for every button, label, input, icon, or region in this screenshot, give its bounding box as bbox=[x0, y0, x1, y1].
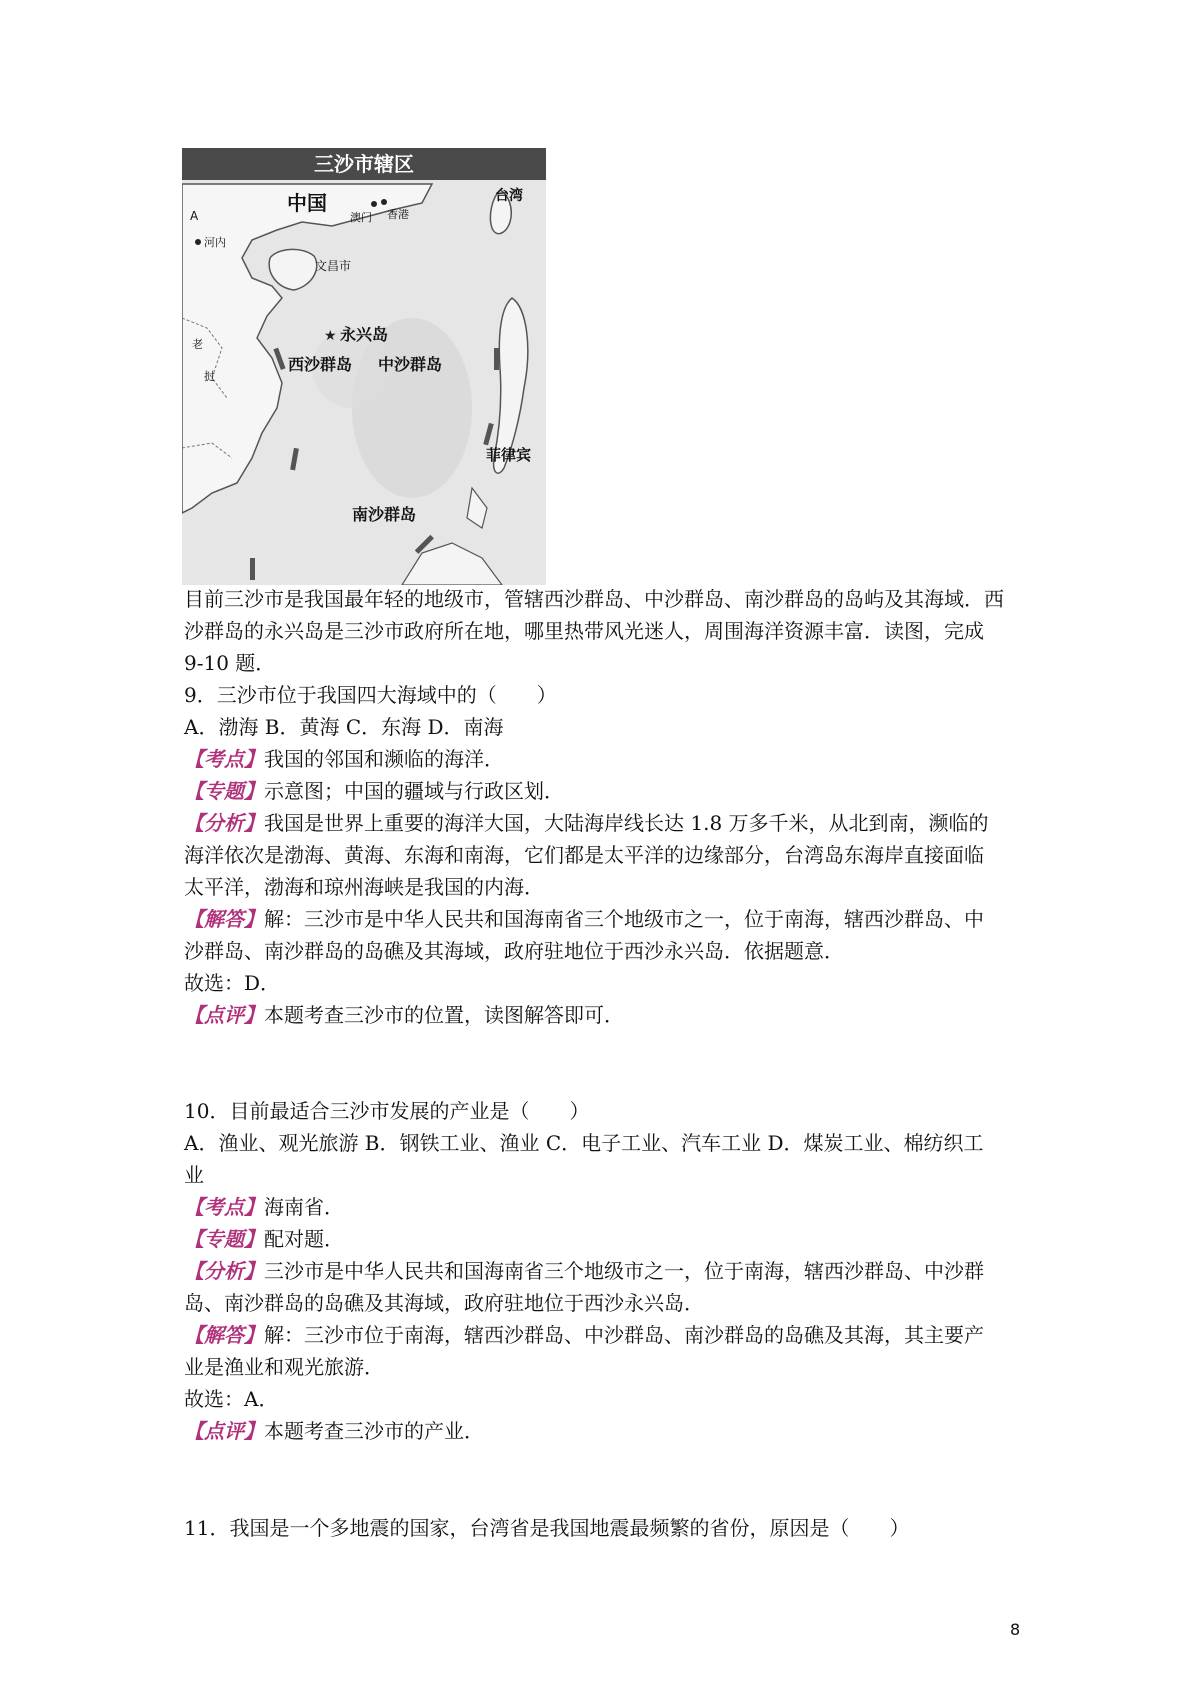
sansha-map bbox=[182, 148, 546, 585]
label-wenchang: 文昌市 bbox=[315, 259, 352, 273]
q10-kaodian: 海南省． bbox=[264, 1195, 344, 1219]
q9-fenxi-line: 我国是世界上重要的海洋大国，大陆海岸线长达 1.8 万多千米，从北到南，濒临的 bbox=[264, 811, 989, 835]
q9-jieda-line: 解：三沙市是中华人民共和国海南省三个地级市之一，位于南海，辖西沙群岛、中 bbox=[264, 907, 984, 931]
question-9 bbox=[184, 679, 1034, 1031]
label-laos-2: 挝 bbox=[204, 370, 215, 383]
sansha-map-figure bbox=[182, 148, 546, 585]
label-hanoi: 河内 bbox=[204, 236, 226, 249]
intro-line: 9-10 题． bbox=[184, 651, 276, 675]
q9-kaodian: 我国的邻国和濒临的海洋． bbox=[264, 747, 504, 771]
q9-dianping: 本题考查三沙市的位置，读图解答即可． bbox=[264, 1003, 624, 1027]
q10-jieda-tag: 【解答】 bbox=[184, 1323, 264, 1347]
q10-fenxi-line: 三沙市是中华人民共和国海南省三个地级市之一，位于南海，辖西沙群岛、中沙群 bbox=[264, 1259, 984, 1283]
q10-fenxi-line: 岛、南沙群岛的岛礁及其海域，政府驻地位于西沙永兴岛． bbox=[184, 1291, 704, 1315]
question-10 bbox=[184, 1095, 1034, 1447]
q10-stem: 10．目前最适合三沙市发展的产业是（ ） bbox=[184, 1099, 590, 1123]
q9-fenxi-line: 太平洋，渤海和琼州海峡是我国的内海． bbox=[184, 875, 544, 899]
label-a: A bbox=[190, 209, 199, 223]
map-title: 三沙市辖区 bbox=[314, 152, 414, 176]
q9-fenxi-tag: 【分析】 bbox=[184, 811, 264, 835]
question-11 bbox=[184, 1512, 1034, 1544]
label-china: 中国 bbox=[287, 191, 327, 215]
label-yongxing: 永兴岛 bbox=[340, 325, 389, 344]
intro-line: 目前三沙市是我国最年轻的地级市，管辖西沙群岛、中沙群岛、南沙群岛的岛屿及其海域．西 bbox=[184, 587, 1004, 611]
q10-answer: 故选：A． bbox=[184, 1387, 279, 1411]
page-number: 8 bbox=[1010, 1620, 1021, 1639]
q10-kaodian-tag: 【考点】 bbox=[184, 1195, 264, 1219]
q9-fenxi-line: 海洋依次是渤海、黄海、东海和南海，它们都是太平洋的边缘部分，台湾岛东海岸直接面临 bbox=[184, 843, 984, 867]
label-philippines: 菲律宾 bbox=[486, 446, 532, 464]
q9-jieda-tag: 【解答】 bbox=[184, 907, 264, 931]
q9-options: A．渤海 B．黄海 C．东海 D．南海 bbox=[184, 715, 504, 739]
label-laos-1: 老 bbox=[192, 338, 203, 351]
q10-dianping-tag: 【点评】 bbox=[184, 1419, 264, 1443]
q10-jieda-line: 业是渔业和观光旅游． bbox=[184, 1355, 384, 1379]
q9-kaodian-tag: 【考点】 bbox=[184, 747, 264, 771]
q10-zhuanti: 配对题． bbox=[264, 1227, 344, 1251]
q11-stem: 11．我国是一个多地震的国家，台湾省是我国地震最频繁的省份，原因是（ ） bbox=[184, 1516, 910, 1540]
q10-jieda-line: 解：三沙市位于南海，辖西沙群岛、中沙群岛、南沙群岛的岛礁及其海，其主要产 bbox=[264, 1323, 984, 1347]
q9-jieda-line: 沙群岛、南沙群岛的岛礁及其海域，政府驻地位于西沙永兴岛．依据题意． bbox=[184, 939, 844, 963]
q10-fenxi-tag: 【分析】 bbox=[184, 1259, 264, 1283]
q9-zhuanti: 示意图；中国的疆域与行政区划． bbox=[264, 779, 564, 803]
q9-zhuanti-tag: 【专题】 bbox=[184, 779, 264, 803]
q9-stem: 9．三沙市位于我国四大海域中的（ ） bbox=[184, 683, 557, 707]
label-hongkong: 香港 bbox=[387, 208, 409, 221]
label-taiwan: 台湾 bbox=[495, 188, 523, 204]
intro-paragraph bbox=[184, 583, 1034, 679]
q10-options-line: 业 bbox=[184, 1163, 204, 1187]
svg-text:★: ★ bbox=[324, 328, 337, 344]
label-macau: 澳门 bbox=[350, 211, 372, 224]
q9-dianping-tag: 【点评】 bbox=[184, 1003, 264, 1027]
q10-dianping: 本题考查三沙市的产业． bbox=[264, 1419, 484, 1443]
intro-line: 沙群岛的永兴岛是三沙市政府所在地，哪里热带风光迷人，周围海洋资源丰富．读图，完成 bbox=[184, 619, 984, 643]
label-xisha: 西沙群岛 bbox=[288, 355, 353, 374]
q10-zhuanti-tag: 【专题】 bbox=[184, 1227, 264, 1251]
q9-answer: 故选：D． bbox=[184, 971, 281, 995]
label-nansha: 南沙群岛 bbox=[352, 505, 417, 524]
q10-options-line: A．渔业、观光旅游 B．钢铁工业、渔业 C．电子工业、汽车工业 D．煤炭工业、棉纺织工 bbox=[184, 1131, 984, 1155]
label-zhongsha: 中沙群岛 bbox=[378, 355, 443, 374]
